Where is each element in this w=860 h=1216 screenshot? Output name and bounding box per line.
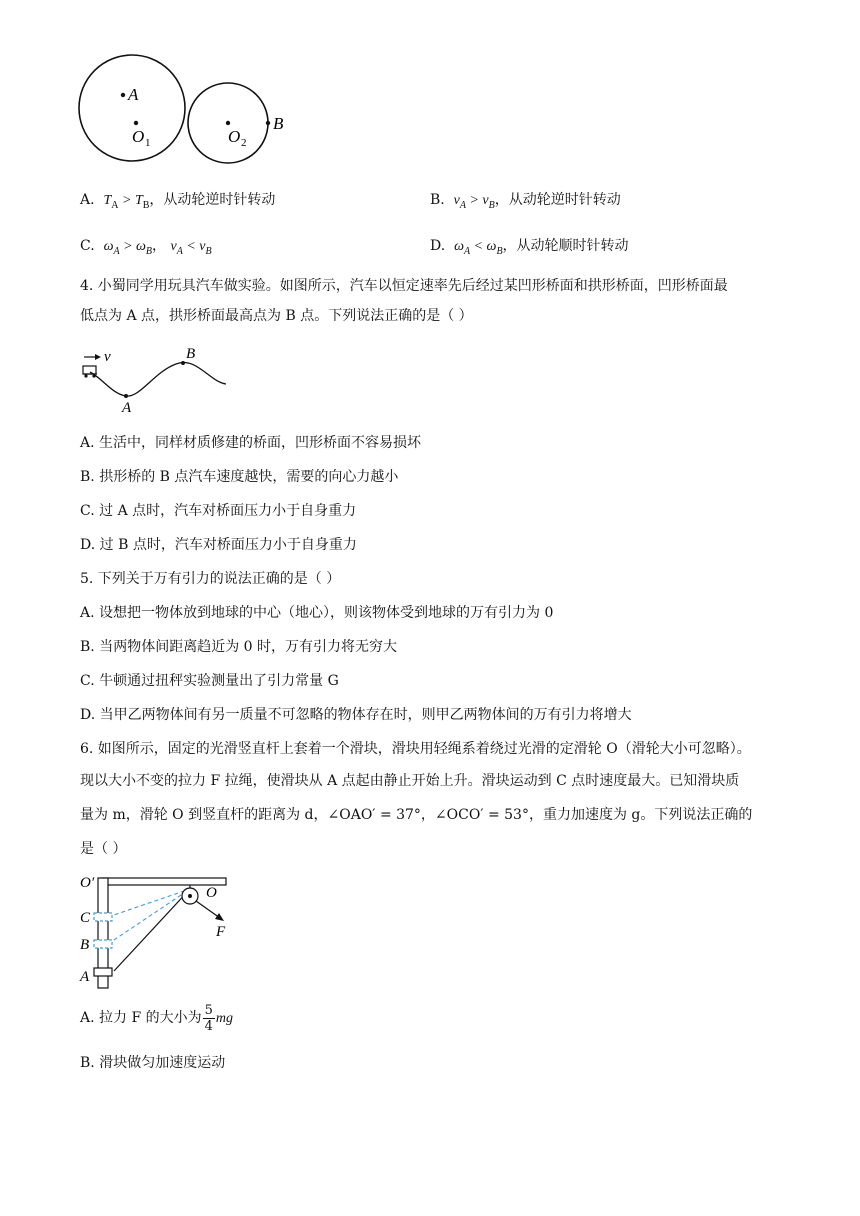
q4-option-d: D. 过 B 点时，汽车对桥面压力小于自身重力: [80, 537, 357, 553]
q3-option-c-math: $\omega_A > \omega_B$: [103, 239, 153, 257]
ceiling-beam: [102, 878, 226, 885]
label-a: A: [122, 400, 132, 416]
label-f: F: [216, 924, 226, 940]
q3-option-d-math: $\omega_A < \omega_B$: [454, 239, 503, 257]
q4-option-b: B. 拱形桥的 B 点汽车速度越快，需要的向心力越小: [80, 469, 399, 485]
bridge-figure: [78, 342, 233, 418]
q6-option-b: B. 滑块做匀加速度运动: [80, 1055, 226, 1071]
point-b-dot: [181, 361, 185, 365]
q4-stem-line1: 4. 小蜀同学用玩具汽车做实验。如图所示，汽车以恒定速率先后经过某凹形桥面和拱形桥面，凹形桥面最: [80, 278, 728, 294]
q5-option-a: A. 设想把一物体放到地球的中心（地心），则该物体受到地球的万有引力为 0: [80, 605, 554, 621]
q5-option-d: D. 当甲乙两物体间有另一质量不可忽略的物体存在时，则甲乙两物体间的万有引力将增大: [80, 707, 632, 723]
q6-stem-line2: 现以大小不变的拉力 F 拉绳，使滑块从 A 点起由静止开始上升。滑块运动到 C 点时速度最大。已知滑块质: [80, 773, 740, 789]
label-o-prime: O′: [80, 875, 95, 891]
q5-option-b: B. 当两物体间距离趋近为 0 时，万有引力将无穷大: [80, 639, 397, 655]
q3-option-b-math: $v_A > v_B$: [453, 193, 495, 211]
pulley-axle: [188, 894, 192, 898]
q6-stem-line4: 是（ ）: [80, 841, 127, 857]
q6-option-a-mg: mg: [215, 1011, 234, 1026]
label-o: O: [206, 885, 217, 901]
label-c: C: [80, 910, 91, 926]
label-b: B: [273, 114, 284, 133]
point-a-dot: [124, 394, 128, 398]
slider-b: [94, 940, 112, 948]
point-a-dot: [121, 93, 125, 97]
slider-a: [94, 968, 112, 976]
point-b-dot: [266, 121, 270, 125]
q3-option-d: D. $\omega_A < \omega_B$，从动轮顺时针转动: [430, 238, 629, 257]
q6-option-a: [80, 1000, 800, 1037]
label-o2-sub: 2: [241, 137, 247, 149]
label-o2: O: [228, 127, 241, 146]
q4-option-a: A. 生活中，同样材质修建的桥面，凹形桥面不容易损坏: [80, 435, 422, 451]
toy-car-icon: [83, 366, 97, 378]
q3-option-a-math: $T_A > T_B$: [103, 193, 150, 211]
rope-a: [114, 889, 190, 971]
label-a: A: [128, 85, 139, 104]
center-o2-dot: [226, 121, 230, 125]
q3-option-a: A. $T_A > T_B$，从动轮逆时针转动: [80, 192, 276, 211]
bridge-road: [90, 362, 226, 396]
q5-option-c: C. 牛顿通过扭秤实验测量出了引力常量 G: [80, 673, 339, 689]
force-arrow: [196, 901, 220, 918]
q3-option-c: C. $\omega_A > \omega_B$， $v_A < v_B$: [80, 238, 212, 257]
label-b: B: [80, 937, 90, 953]
gear-figure: [74, 40, 304, 180]
velocity-arrow-head: [95, 354, 101, 360]
q5-stem: 5. 下列关于万有引力的说法正确的是（ ）: [80, 571, 341, 587]
rope-b-dashed: [108, 889, 190, 944]
label-v: v: [104, 349, 111, 365]
q6-option-a-fraction: $\frac{5}{4}$: [204, 1002, 213, 1034]
q3-option-b: B. $v_A > v_B$，从动轮逆时针转动: [430, 192, 621, 211]
q6-option-a-text: A. 拉力 F 的大小为: [80, 1010, 202, 1026]
q4-stem-line2: 低点为 A 点，拱形桥面最高点为 B 点。下列说法正确的是（ ）: [80, 308, 473, 324]
label-o1-sub: 1: [145, 137, 151, 149]
label-b: B: [186, 346, 196, 362]
q6-stem-line1: 6. 如图所示，固定的光滑竖直杆上套着一个滑块，滑块用轻绳系着绕过光滑的定滑轮 O（滑轮大小可忽略）。: [80, 741, 751, 757]
label-o1: O: [132, 127, 145, 146]
q6-stem-line3: 量为 m，滑轮 O 到竖直杆的距离为 d，∠OAO′ = 37°，∠OCO′ = 53°，重力加速度为 g。下列说法正确的: [80, 807, 753, 823]
center-o1-dot: [134, 121, 138, 125]
slider-c: [94, 913, 112, 921]
q4-option-c: C. 过 A 点时，汽车对桥面压力小于自身重力: [80, 503, 357, 519]
label-a: A: [80, 969, 90, 985]
force-arrow-head: [215, 913, 224, 921]
pulley-figure: [74, 868, 244, 992]
